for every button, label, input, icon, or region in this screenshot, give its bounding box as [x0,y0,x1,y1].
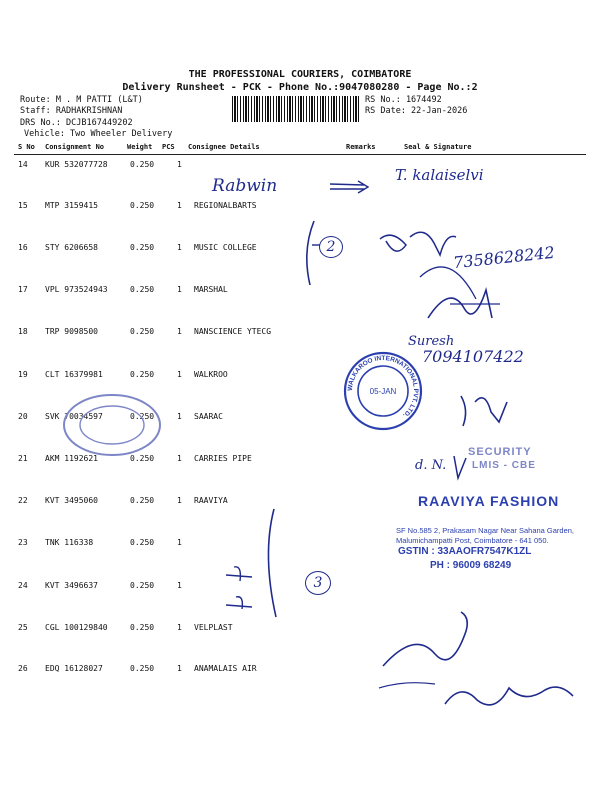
walkaroo-date: 05-JAN [369,387,397,396]
handwritten-tick [450,452,470,482]
handwritten-kalaiselvi: T. kalaiselvi [395,166,484,184]
row-pcs: 1 [177,412,182,421]
handwritten-suresh: Suresh [408,334,455,349]
row-pcs: 1 [177,160,182,169]
col-consignee: Consignee Details [188,143,260,151]
row-consignment: TNK 116338 [45,538,94,547]
barcode [232,96,360,122]
row-sno: 17 [18,285,28,294]
col-pcs: PCS [162,143,175,151]
row-sno: 14 [18,160,28,169]
row-sno: 26 [18,664,28,673]
raaviya-stamp-addr1: SF No.585 2, Prakasam Nagar Near Sahana Garden, [396,526,575,535]
raaviya-stamp-gstin: GSTIN : 33AAOFR7547K1ZL [398,546,532,557]
handwritten-arrow [328,178,372,194]
row-sno: 21 [18,454,28,463]
col-consignment: Consignment No [45,143,105,151]
walkaroo-ring-text: WALKAROO INTERNATIONAL PVT. LTD. [346,354,420,419]
company-title: THE PROFESSIONAL COURIERS, COIMBATORE [188,69,412,80]
row-pcs: 1 [177,496,182,505]
vehicle-line: Vehicle: Two Wheeler Delivery [24,129,173,139]
rs-no: RS No.: 1674492 [365,95,442,105]
row-weight: 0.250 [130,496,155,505]
row-weight: 0.250 [130,327,155,336]
row-pcs: 1 [177,243,182,252]
row-consignment: KVT 3495060 [45,496,98,505]
table-row [0,327,600,339]
route-line: Route: M . M PATTI (L&T) [20,95,143,105]
row-weight: 0.250 [130,243,155,252]
row-consignee: RAAVIYA [194,496,228,505]
row-weight: 0.250 [130,623,155,632]
row-consignee: SAARAC [194,412,223,421]
table-row [0,160,600,172]
row-sno: 24 [18,581,28,590]
row-consignment: STY 6206658 [45,243,98,252]
row-consignee: NANSCIENCE YTECG [194,327,272,336]
handwritten-phone-1: 7358628242 [452,242,556,273]
handwritten-dnm: d. N. [415,458,447,473]
row-consignee: VELPLAST [194,623,233,632]
row-consignment: CLT 16379981 [45,370,103,379]
row-weight: 0.250 [130,454,155,463]
row-pcs: 1 [177,581,182,590]
row-consignee: WALKROO [194,370,228,379]
row-sno: 22 [18,496,28,505]
row-consignee: CARRIES PIPE [194,454,252,463]
row-sno: 18 [18,327,28,336]
handwritten-signature-17 [420,278,510,328]
row-sno: 15 [18,201,28,210]
row-consignee: MARSHAL [194,285,228,294]
raaviya-stamp-addr2: Malumichampatti Post, Coimbatore - 641 050. [396,536,549,545]
row-sno: 19 [18,370,28,379]
col-seal: Seal & Signature [404,143,472,151]
col-weight: Weight [127,143,153,151]
security-stamp: SECURITY [468,446,532,458]
handwritten-signature-23-24 [222,505,312,625]
row-weight: 0.250 [130,160,155,169]
row-weight: 0.250 [130,370,155,379]
row-consignment: SVK 70034597 [45,412,103,421]
handwritten-circle-2: 2 [319,236,343,258]
row-consignee: MUSIC COLLEGE [194,243,257,252]
row-weight: 0.250 [130,664,155,673]
table-row [0,370,600,382]
row-pcs: 1 [177,664,182,673]
row-weight: 0.250 [130,201,155,210]
security-stamp-line2: LMIS - CBE [472,460,536,471]
rs-date: RS Date: 22-Jan-2026 [365,106,468,116]
header-rule [14,154,586,155]
col-remarks: Remarks [346,143,376,151]
row-consignment: EDQ 16128027 [45,664,103,673]
handwritten-phone-2: 7094107422 [422,347,524,366]
col-sno: S No [18,143,35,151]
row-weight: 0.250 [130,412,155,421]
row-consignment: VPL 973524943 [45,285,108,294]
row-pcs: 1 [177,285,182,294]
row-consignment: CGL 100129840 [45,623,108,632]
row-pcs: 1 [177,327,182,336]
staff-line: Staff: RADHAKRISHNAN [20,106,123,116]
row-weight: 0.250 [130,538,155,547]
row-consignee: REGIONALBARTS [194,201,257,210]
row-weight: 0.250 [130,581,155,590]
row-pcs: 1 [177,201,182,210]
row-consignment: KUR 532077728 [45,160,108,169]
drs-line: DRS No.: DCJB167449202 [20,118,133,128]
runsheet-subtitle: Delivery Runsheet - PCK - Phone No.:9047080280 - Page No.:2 [122,82,478,93]
row-weight: 0.250 [130,285,155,294]
row-consignment: MTP 3159415 [45,201,98,210]
row-pcs: 1 [177,538,182,547]
row-sno: 25 [18,623,28,632]
row-consignment: KVT 3496637 [45,581,98,590]
handwritten-circle-3: 3 [305,571,331,595]
row-consignee: ANAMALAIS AIR [194,664,257,673]
row-sno: 23 [18,538,28,547]
row-sno: 20 [18,412,28,421]
row-pcs: 1 [177,454,182,463]
row-sno: 16 [18,243,28,252]
raaviya-stamp-phone: PH : 96009 68249 [430,560,512,571]
row-pcs: 1 [177,370,182,379]
faded-round-stamp [60,392,164,458]
walkaroo-stamp [342,350,424,432]
row-consignment: TRP 9098500 [45,327,98,336]
row-pcs: 1 [177,623,182,632]
row-consignment: AKM 1192621 [45,454,98,463]
handwritten-signature-25-26 [375,610,585,720]
handwritten-signature-20 [455,392,515,432]
table-row [0,201,600,213]
raaviya-stamp-title: RAAVIYA FASHION [418,493,560,509]
handwritten-rabwin: Rabwin [212,176,278,196]
